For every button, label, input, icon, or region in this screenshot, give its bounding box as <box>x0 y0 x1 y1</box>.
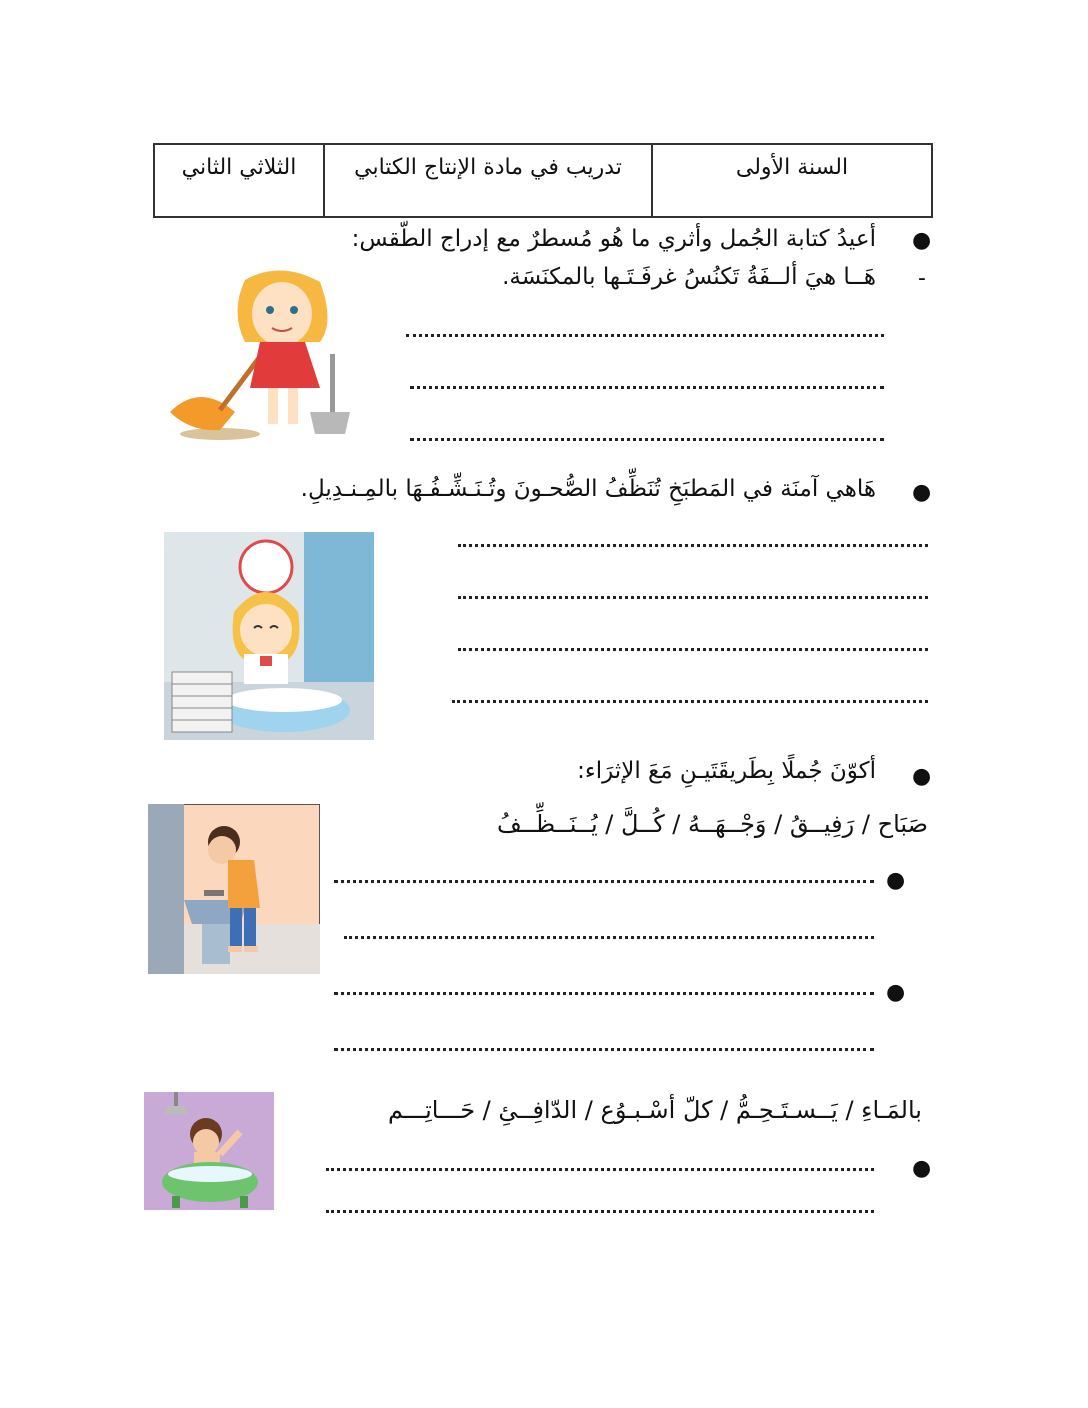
writing-line[interactable] <box>458 648 928 651</box>
writing-line[interactable] <box>458 544 928 547</box>
instruction-rewrite: أعيدُ كتابة الجُمل وأثري ما هُو مُسطرٌ مع إدراج الطّقس: <box>351 226 876 252</box>
writing-line[interactable] <box>452 700 928 703</box>
boy-bathing-illustration <box>144 1092 274 1210</box>
writing-line[interactable] <box>344 936 874 939</box>
writing-line[interactable] <box>334 880 874 883</box>
dash-icon: - <box>918 266 926 291</box>
instruction-compose: أكوّنَ جُملًا بِطَريقَتَيـنِ مَعَ الإثرَاء: <box>577 758 876 784</box>
boy-washing-face-illustration <box>148 804 320 974</box>
writing-line[interactable] <box>334 992 874 995</box>
writing-line[interactable] <box>326 1168 874 1171</box>
writing-line[interactable] <box>334 1048 874 1051</box>
bullet-icon: ● <box>886 980 906 1005</box>
header-table <box>153 143 933 218</box>
word-list-1: صَبَاح / رَفِيــقُ / وَجْــهَــهُ / كُــلَّ / يُــنَــظِّــفُ <box>497 810 928 838</box>
header-year: السنة الأولى <box>651 145 931 216</box>
writing-line[interactable] <box>406 334 884 337</box>
writing-line[interactable] <box>458 596 928 599</box>
writing-line[interactable] <box>410 386 884 389</box>
word-list-2: بالمَـاءِ / يَــسـتَـحِـمُّ / كلّ أسْـبـوُع / الدّافِــئِ / حَـــاتِـــم <box>388 1096 922 1124</box>
header-subject: تدريب في مادة الإنتاج الكتابي <box>323 145 651 216</box>
writing-line[interactable] <box>326 1210 874 1213</box>
sentence-amna: هَاهي آمنَة في المَطبَخِ تُنَظِّفُ الصُّحـونَ وتُـنَـشِّـفُـهَا بالمِـنـدِيلِ. <box>300 476 876 502</box>
bullet-icon: ● <box>912 480 932 505</box>
sentence-alfa: هَــا هيَ ألــفَةُ تَكنُسُ غرفَـتَـها بالمكنَسَة. <box>502 264 876 290</box>
bullet-icon: ● <box>886 868 906 893</box>
bullet-icon: ● <box>912 1156 932 1181</box>
girl-sweeping-illustration <box>160 262 360 446</box>
bullet-icon: ● <box>912 228 932 253</box>
header-term: الثلاثي الثاني <box>181 155 297 180</box>
bullet-icon: ● <box>912 764 932 789</box>
writing-line[interactable] <box>410 438 884 441</box>
girl-washing-dishes-illustration <box>164 532 374 740</box>
